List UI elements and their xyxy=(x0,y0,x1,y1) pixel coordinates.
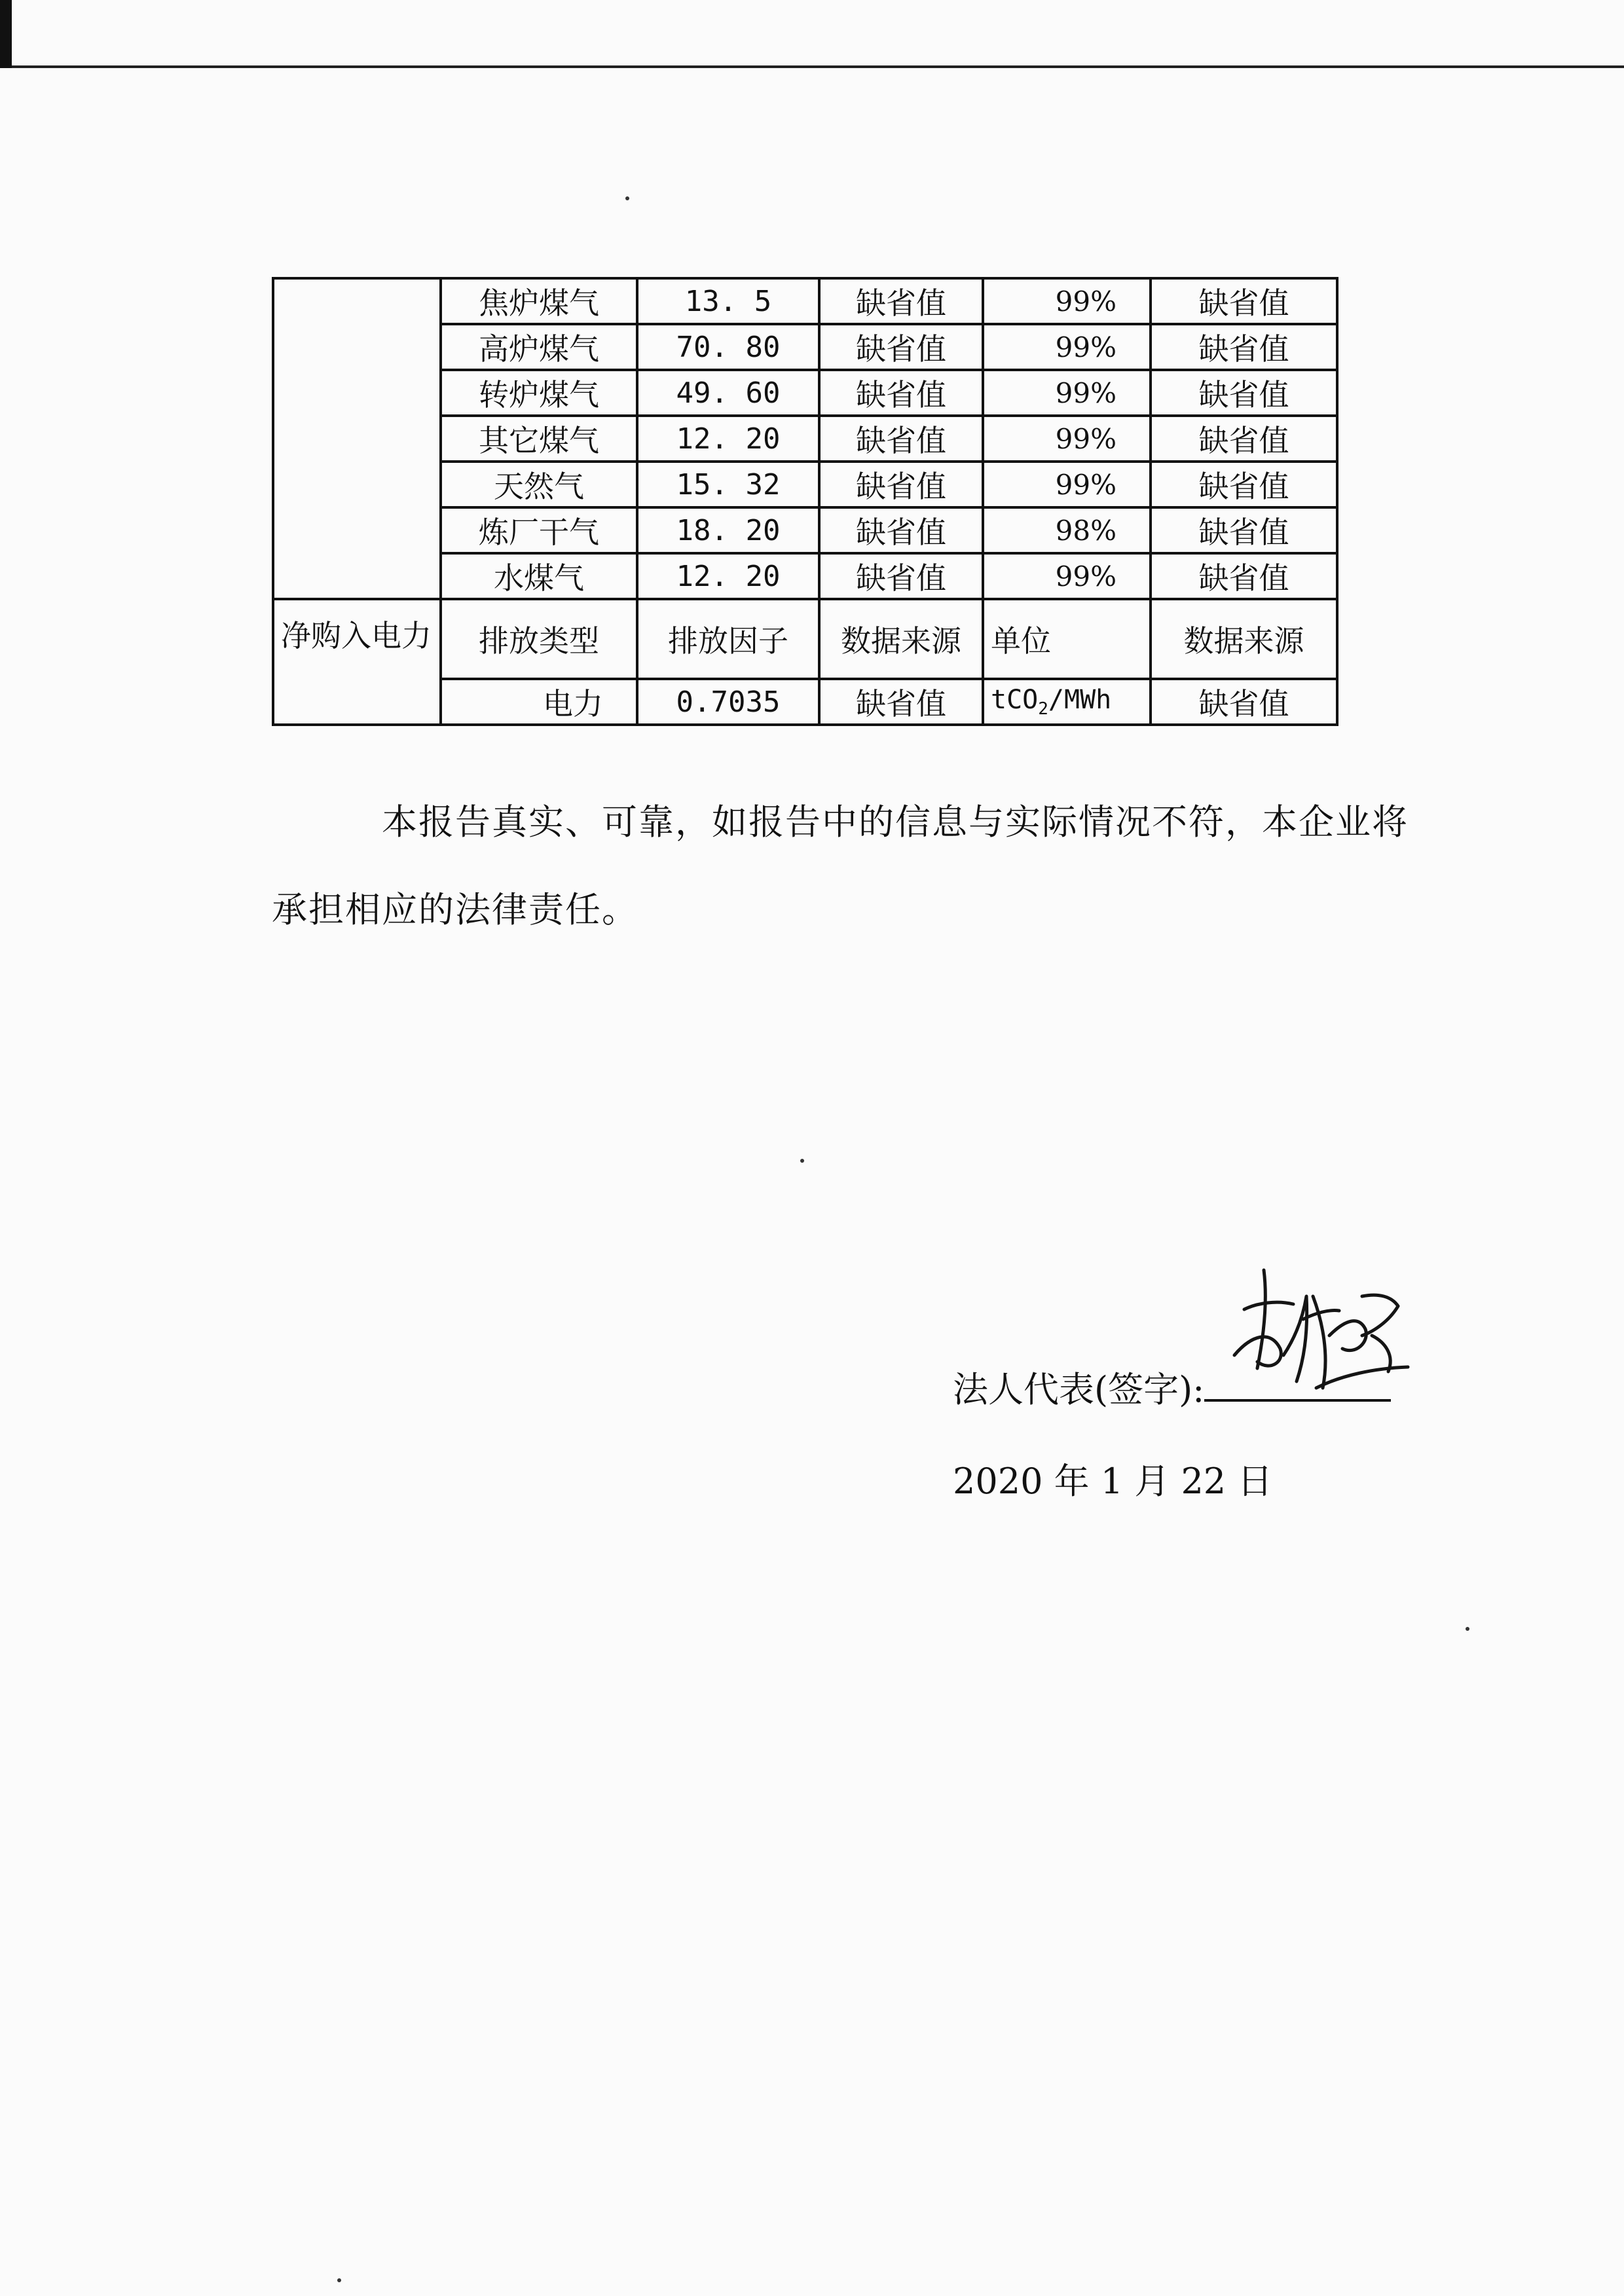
scan-top-edge xyxy=(0,0,1624,68)
fuel-oxidation-rate-cell: 99% xyxy=(983,278,1151,324)
scan-speck xyxy=(337,2278,341,2282)
fuel-oxidation-rate-cell: 99% xyxy=(983,462,1151,507)
signing-date: 2020 年 1 月 22 日 xyxy=(953,1461,1273,1502)
electricity-category-cell: 净购入电力 xyxy=(273,599,441,725)
header-data-source: 数据来源 xyxy=(819,599,983,679)
scan-speck xyxy=(1466,1627,1469,1631)
fuel-source-cell: 缺省值 xyxy=(819,278,983,324)
fuel-factor-cell: 15. 32 xyxy=(637,462,819,507)
signature-label: 法人代表(签字): xyxy=(953,1369,1205,1410)
fuel-name-cell: 转炉煤气 xyxy=(441,370,637,416)
scan-left-edge xyxy=(0,0,12,68)
fuel-factor-cell: 49. 60 xyxy=(637,370,819,416)
unit-subscript: 2 xyxy=(1038,699,1048,719)
fuel-source-cell: 缺省值 xyxy=(819,462,983,507)
electricity-source-cell: 缺省值 xyxy=(819,679,983,725)
fuel-oxidation-rate-cell: 99% xyxy=(983,324,1151,370)
fuel-oxidation-rate-cell: 99% xyxy=(983,370,1151,416)
fuel-factor-cell: 13. 5 xyxy=(637,278,819,324)
emission-factor-table xyxy=(272,277,1338,726)
handwritten-signature xyxy=(1231,1257,1414,1408)
fuel-name-cell: 焦炉煤气 xyxy=(441,278,637,324)
fuel-name-cell: 其它煤气 xyxy=(441,416,637,462)
fuel-source-cell: 缺省值 xyxy=(819,553,983,599)
fuel-factor-cell: 18. 20 xyxy=(637,507,819,553)
fuel-rate-source-cell: 缺省值 xyxy=(1151,278,1337,324)
fuel-rate-source-cell: 缺省值 xyxy=(1151,370,1337,416)
electricity-factor-cell: 0.7035 xyxy=(637,679,819,725)
fuel-category-cell xyxy=(273,278,441,599)
header-unit: 单位 xyxy=(983,599,1151,679)
fuel-source-cell: 缺省值 xyxy=(819,324,983,370)
fuel-factor-cell: 12. 20 xyxy=(637,553,819,599)
fuel-row xyxy=(273,278,1337,324)
scan-speck xyxy=(625,196,629,200)
fuel-oxidation-rate-cell: 99% xyxy=(983,416,1151,462)
header-emission-factor: 排放因子 xyxy=(637,599,819,679)
fuel-source-cell: 缺省值 xyxy=(819,416,983,462)
electricity-unit-cell xyxy=(983,679,1151,725)
fuel-name-cell: 高炉煤气 xyxy=(441,324,637,370)
fuel-name-cell: 炼厂干气 xyxy=(441,507,637,553)
fuel-factor-cell: 70. 80 xyxy=(637,324,819,370)
scan-speck xyxy=(800,1159,804,1163)
fuel-rate-source-cell: 缺省值 xyxy=(1151,462,1337,507)
fuel-source-cell: 缺省值 xyxy=(819,507,983,553)
unit-suffix: /MWh xyxy=(1048,685,1112,715)
fuel-rate-source-cell: 缺省值 xyxy=(1151,324,1337,370)
fuel-rate-source-cell: 缺省值 xyxy=(1151,507,1337,553)
liability-statement: 本报告真实、可靠，如报告中的信息与实际情况不符，本企业将承担相应的法律责任。 xyxy=(272,801,1409,930)
fuel-name-cell: 天然气 xyxy=(441,462,637,507)
electricity-header-row xyxy=(273,599,1337,679)
fuel-oxidation-rate-cell: 99% xyxy=(983,553,1151,599)
electricity-unit-source-cell: 缺省值 xyxy=(1151,679,1337,725)
header-unit-data-source: 数据来源 xyxy=(1151,599,1337,679)
unit-prefix: tCO xyxy=(991,685,1039,715)
fuel-rate-source-cell: 缺省值 xyxy=(1151,553,1337,599)
fuel-source-cell: 缺省值 xyxy=(819,370,983,416)
fuel-rate-source-cell: 缺省值 xyxy=(1151,416,1337,462)
electricity-type-cell: 电力 xyxy=(441,679,637,725)
fuel-oxidation-rate-cell: 98% xyxy=(983,507,1151,553)
fuel-factor-cell: 12. 20 xyxy=(637,416,819,462)
header-emission-type: 排放类型 xyxy=(441,599,637,679)
fuel-name-cell: 水煤气 xyxy=(441,553,637,599)
